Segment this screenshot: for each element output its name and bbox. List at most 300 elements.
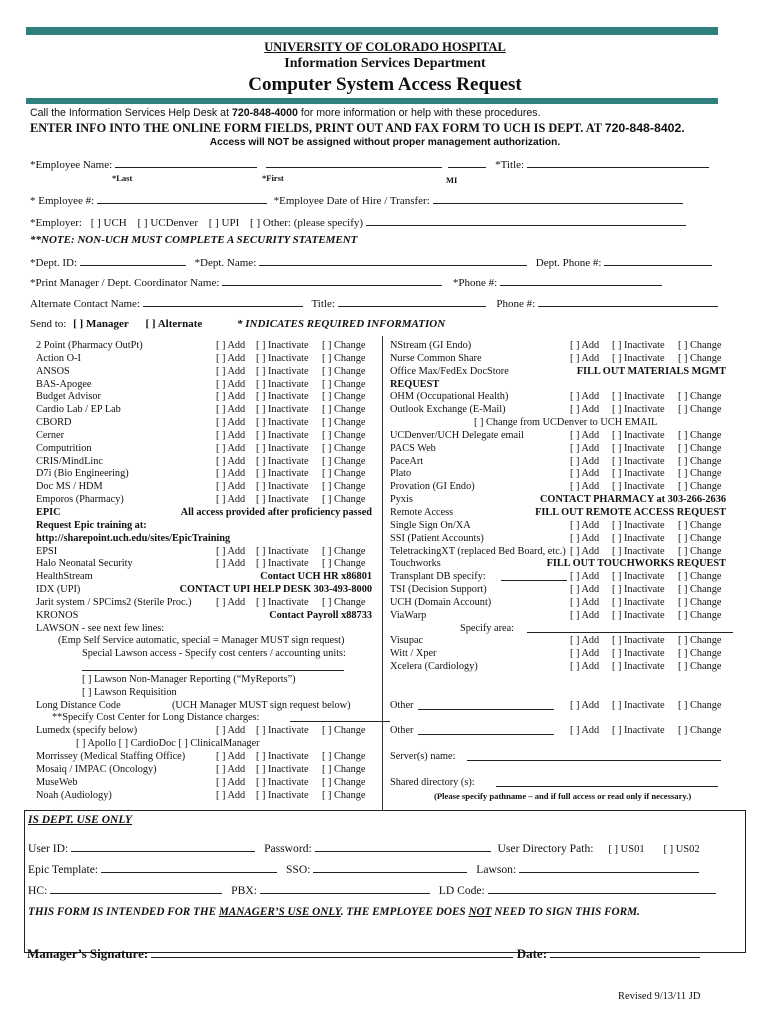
system-name: Single Sign On/XA — [390, 519, 471, 531]
system-note: CONTACT PHARMACY at 303-266-2636 — [540, 494, 726, 506]
system-row — [390, 404, 726, 417]
system-name: Emporos (Pharmacy) — [36, 494, 124, 506]
system-row — [36, 623, 372, 636]
system-name: Long Distance Code — [36, 699, 121, 711]
manager-use-footer — [28, 906, 640, 918]
fax-number: 720-848-8402. — [604, 121, 685, 135]
system-name: **Specify Cost Center for Long Distance charges: — [52, 712, 260, 724]
system-name: Other — [390, 725, 414, 737]
system-row — [36, 751, 372, 764]
mi-field[interactable] — [448, 158, 486, 168]
system-row — [390, 764, 726, 777]
add-checkbox[interactable]: [ ] Add — [216, 751, 246, 762]
helpdesk-prefix: Call the Information Services Help Desk at — [30, 107, 232, 119]
sso-field[interactable] — [313, 863, 467, 873]
sso-label: SSO: — [285, 863, 311, 876]
system-name: Morrissey (Medical Staffing Office) — [36, 751, 186, 762]
system-row — [36, 494, 372, 507]
add-checkbox[interactable]: [ ] Add — [216, 340, 246, 351]
inactivate-checkbox[interactable]: [ ] Inactivate — [612, 596, 665, 608]
change-checkbox[interactable]: [ ] Change — [678, 661, 722, 673]
add-checkbox[interactable]: [ ] Add — [570, 725, 600, 737]
system-row — [390, 777, 726, 790]
change-checkbox[interactable]: [ ] Change — [322, 378, 366, 390]
system-row — [390, 443, 726, 456]
inactivate-checkbox[interactable]: [ ] Inactivate — [256, 481, 309, 493]
system-name: SSI (Patient Accounts) — [390, 532, 484, 544]
system-name: Jarit system / SPCims2 (Sterile Proc.) — [36, 596, 192, 608]
user-id-label: User ID: — [28, 842, 69, 855]
add-checkbox[interactable]: [ ] Add — [570, 442, 600, 454]
inactivate-checkbox[interactable]: [ ] Inactivate — [612, 481, 665, 493]
change-checkbox[interactable]: [ ] Change — [678, 725, 722, 737]
system-name: Halo Neonatal Security — [36, 558, 133, 570]
signature-row — [27, 946, 700, 962]
system-name: EPSI — [36, 545, 58, 557]
system-name: UCH (Domain Account) — [390, 596, 492, 608]
system-name: Remote Access — [390, 506, 454, 518]
add-checkbox[interactable]: [ ] Add — [570, 468, 600, 480]
system-name: TeletrackingXT (replaced Bed Board, etc.) — [390, 545, 566, 557]
add-checkbox[interactable]: [ ] Add — [216, 558, 246, 570]
password-field[interactable] — [315, 842, 491, 852]
employee-number-field[interactable] — [97, 194, 267, 204]
employer-uch[interactable]: [ ] UCH — [90, 217, 127, 229]
last-name-field[interactable] — [115, 158, 257, 168]
ld-code-field[interactable] — [488, 884, 716, 894]
change-checkbox[interactable]: [ ] Change — [322, 763, 366, 775]
system-row — [36, 558, 372, 571]
add-checkbox[interactable]: [ ] Add — [216, 455, 246, 467]
specify-field[interactable] — [418, 700, 554, 710]
change-checkbox[interactable]: [ ] Change — [678, 468, 722, 480]
title-field[interactable] — [527, 158, 709, 168]
system-name: Office Max/FedEx DocStore — [390, 365, 509, 377]
system-row — [36, 366, 372, 379]
change-checkbox[interactable]: [ ] Change — [678, 532, 722, 544]
epic-template-label: Epic Template: — [28, 863, 99, 876]
manager-label: *Print Manager / Dept. Coordinator Name: — [30, 277, 220, 289]
inactivate-checkbox[interactable]: [ ] Inactivate — [612, 468, 665, 480]
inactivate-checkbox[interactable]: [ ] Inactivate — [612, 609, 665, 621]
inactivate-checkbox[interactable]: [ ] Inactivate — [256, 455, 309, 467]
employer-other-field[interactable] — [366, 216, 686, 226]
helpdesk-line — [30, 107, 541, 119]
change-checkbox[interactable]: [ ] Change — [678, 442, 722, 454]
add-checkbox[interactable]: [ ] Add — [216, 365, 246, 377]
system-row — [36, 391, 372, 404]
employer-ucdenver[interactable]: [ ] UCDenver — [137, 217, 198, 229]
system-row — [36, 443, 372, 456]
alt-contact-label: Alternate Contact Name: — [30, 298, 140, 310]
system-row — [36, 340, 372, 353]
system-row — [36, 777, 372, 790]
employer-other[interactable]: [ ] Other: (please specify) — [250, 217, 364, 229]
system-row — [390, 674, 726, 687]
inactivate-checkbox[interactable]: [ ] Inactivate — [256, 417, 309, 429]
system-name: Nurse Common Share — [390, 352, 482, 364]
inactivate-checkbox[interactable]: [ ] Inactivate — [256, 352, 309, 364]
column-divider — [382, 336, 383, 810]
system-row — [390, 468, 726, 481]
system-row — [390, 456, 726, 469]
change-checkbox[interactable]: [ ] Change — [322, 725, 366, 737]
inactivate-checkbox[interactable]: [ ] Inactivate — [256, 378, 309, 390]
enter-info-text: ENTER INFO INTO THE ONLINE FORM FIELDS, PRINT OUT AND FAX FORM TO UCH IS DEPT. AT — [30, 121, 605, 135]
system-name: BAS-Apogee — [36, 378, 92, 390]
system-row — [390, 751, 726, 764]
system-row — [390, 635, 726, 648]
system-name: [ ] Lawson Requisition — [82, 686, 177, 698]
system-note: FILL OUT REMOTE ACCESS REQUEST — [535, 506, 726, 518]
system-row — [390, 584, 726, 597]
alt-phone-label: Phone #: — [496, 298, 536, 310]
system-name: CBORD — [36, 417, 72, 429]
page-title: Computer System Access Request — [248, 74, 522, 95]
change-checkbox[interactable]: [ ] Change — [322, 352, 366, 364]
change-checkbox[interactable]: [ ] Change — [678, 545, 722, 557]
change-checkbox[interactable]: [ ] Change — [678, 584, 722, 596]
system-row — [36, 790, 372, 803]
add-checkbox[interactable]: [ ] Add — [570, 648, 600, 660]
change-checkbox[interactable]: [ ] Change — [678, 648, 722, 660]
dept-name-label: *Dept. Name: — [194, 257, 257, 269]
inactivate-checkbox[interactable]: [ ] Inactivate — [612, 455, 665, 467]
phone-field[interactable] — [500, 276, 662, 286]
add-checkbox[interactable]: [ ] Add — [570, 352, 600, 364]
add-checkbox[interactable]: [ ] Add — [570, 391, 600, 403]
inactivate-checkbox[interactable]: [ ] Inactivate — [612, 571, 665, 583]
inactivate-checkbox[interactable]: [ ] Inactivate — [256, 340, 309, 351]
system-name: Cerner — [36, 429, 65, 441]
inactivate-checkbox[interactable]: [ ] Inactivate — [612, 635, 665, 647]
system-row — [36, 610, 372, 623]
is-dept-heading: IS DEPT. USE ONLY — [28, 814, 132, 826]
specify-field[interactable] — [467, 751, 721, 761]
change-checkbox[interactable]: [ ] Change — [322, 455, 366, 467]
system-name: http://sharepoint.uch.edu/sites/EpicTraining — [36, 532, 231, 544]
system-row — [390, 725, 726, 738]
lawson-field[interactable] — [519, 863, 699, 873]
inactivate-checkbox[interactable]: [ ] Inactivate — [612, 699, 665, 711]
change-checkbox[interactable]: [ ] Change — [678, 596, 722, 608]
system-name: Request Epic training at: — [36, 519, 147, 531]
security-note: **NOTE: NON-UCH MUST COMPLETE A SECURITY STATEMENT — [30, 234, 358, 246]
footer-mid: . THE EMPLOYEE DOES — [340, 906, 469, 918]
system-row — [36, 700, 372, 713]
inactivate-checkbox[interactable]: [ ] Inactivate — [256, 391, 309, 403]
system-row — [36, 764, 372, 777]
alt-contact-field[interactable] — [143, 297, 303, 307]
change-checkbox[interactable]: [ ] Change — [322, 596, 366, 608]
system-name: ViaWarp — [390, 609, 427, 621]
dept-id-field[interactable] — [80, 256, 186, 266]
system-row — [36, 353, 372, 366]
system-row — [390, 623, 726, 636]
helpdesk-suffix: for more information or help with these procedures. — [297, 107, 541, 119]
add-checkbox[interactable]: [ ] Add — [570, 635, 600, 647]
inactivate-checkbox[interactable]: [ ] Inactivate — [612, 584, 665, 596]
add-checkbox[interactable]: [ ] Add — [216, 763, 246, 775]
change-checkbox[interactable]: [ ] Change — [678, 391, 722, 403]
add-checkbox[interactable]: [ ] Add — [216, 404, 246, 416]
system-name: Pyxis — [390, 494, 413, 506]
system-name: Witt / Xper — [390, 648, 437, 660]
phone-label: *Phone #: — [452, 277, 498, 289]
change-checkbox[interactable]: [ ] Change — [322, 442, 366, 454]
dept-phone-label: Dept. Phone #: — [535, 257, 602, 269]
inactivate-checkbox[interactable]: [ ] Inactivate — [612, 404, 665, 416]
system-name: Transplant DB specify: — [390, 571, 486, 583]
system-name: Touchworks — [390, 558, 441, 570]
system-note: Contact Payroll x88733 — [269, 609, 372, 621]
inactivate-checkbox[interactable]: [ ] Inactivate — [612, 352, 665, 364]
employer-upi[interactable]: [ ] UPI — [208, 217, 240, 229]
system-name: Visupac — [390, 635, 424, 647]
change-checkbox[interactable]: [ ] Change — [322, 468, 366, 480]
change-checkbox[interactable]: [ ] Change — [322, 404, 366, 416]
add-checkbox[interactable]: [ ] Add — [216, 391, 246, 403]
system-name: CRIS/MindLinc — [36, 455, 103, 467]
change-checkbox[interactable]: [ ] Change — [678, 481, 722, 493]
system-name: PACS Web — [390, 442, 436, 454]
send-to-alternate[interactable]: [ ] Alternate — [145, 318, 203, 330]
system-name: Xcelera (Cardiology) — [390, 661, 478, 673]
system-row — [390, 648, 726, 661]
inactivate-checkbox[interactable]: [ ] Inactivate — [256, 776, 309, 788]
manager-field[interactable] — [222, 276, 442, 286]
specify-field[interactable] — [82, 661, 344, 671]
dept-row — [30, 256, 712, 269]
inactivate-checkbox[interactable]: [ ] Inactivate — [256, 404, 309, 416]
system-row — [36, 481, 372, 494]
change-checkbox[interactable]: [ ] Change — [322, 481, 366, 493]
add-checkbox[interactable]: [ ] Add — [570, 404, 600, 416]
system-row — [36, 379, 372, 392]
change-checkbox[interactable]: [ ] Change — [322, 751, 366, 762]
add-checkbox[interactable]: [ ] Add — [216, 725, 246, 737]
inactivate-checkbox[interactable]: [ ] Inactivate — [256, 763, 309, 775]
change-checkbox[interactable]: [ ] Change — [322, 789, 366, 801]
system-row — [36, 674, 372, 687]
is-row-1 — [28, 842, 700, 855]
change-checkbox[interactable]: [ ] Change — [322, 429, 366, 441]
inactivate-checkbox[interactable]: [ ] Inactivate — [256, 545, 309, 557]
system-name: KRONOS — [36, 609, 79, 621]
specify-field[interactable] — [496, 777, 718, 787]
system-row — [36, 546, 372, 559]
add-checkbox[interactable]: [ ] Add — [570, 596, 600, 608]
system-row — [36, 712, 372, 725]
system-name: Special Lawson access - Specify cost centers / accounting units: — [82, 648, 346, 660]
system-row — [36, 430, 372, 443]
change-checkbox[interactable]: [ ] Change — [322, 391, 366, 403]
system-row — [390, 481, 726, 494]
add-checkbox[interactable]: [ ] Add — [216, 494, 246, 506]
inactivate-checkbox[interactable]: [ ] Inactivate — [612, 725, 665, 737]
hc-field[interactable] — [50, 884, 222, 894]
system-note: CONTACT UPI HELP DESK 303-493-8000 — [179, 584, 372, 596]
specify-field[interactable] — [527, 623, 733, 633]
inactivate-checkbox[interactable]: [ ] Inactivate — [256, 789, 309, 801]
change-checkbox[interactable]: [ ] Change — [678, 699, 722, 711]
system-row — [36, 725, 372, 738]
system-row — [36, 648, 372, 661]
pbx-label: PBX: — [231, 884, 257, 897]
change-checkbox[interactable]: [ ] Change — [678, 519, 722, 531]
epic-template-field[interactable] — [101, 863, 277, 873]
inactivate-checkbox[interactable]: [ ] Inactivate — [612, 661, 665, 673]
inactivate-checkbox[interactable]: [ ] Inactivate — [256, 429, 309, 441]
us02-checkbox[interactable]: [ ] US02 — [663, 844, 700, 855]
alt-title-field[interactable] — [338, 297, 486, 307]
hire-date-field[interactable] — [433, 194, 683, 204]
inactivate-checkbox[interactable]: [ ] Inactivate — [256, 596, 309, 608]
change-checkbox[interactable]: [ ] Change — [678, 340, 722, 351]
system-row — [36, 468, 372, 481]
system-note: FILL OUT MATERIALS MGMT — [576, 365, 726, 377]
inactivate-checkbox[interactable]: [ ] Inactivate — [612, 391, 665, 403]
add-checkbox[interactable]: [ ] Add — [216, 429, 246, 441]
change-checkbox[interactable]: [ ] Change — [678, 571, 722, 583]
dept-name-field[interactable] — [259, 256, 527, 266]
add-checkbox[interactable]: [ ] Add — [570, 545, 600, 557]
add-checkbox[interactable]: [ ] Add — [216, 442, 246, 454]
system-name: ANSOS — [36, 365, 70, 377]
date-field[interactable] — [550, 946, 700, 958]
inactivate-checkbox[interactable]: [ ] Inactivate — [256, 468, 309, 480]
alt-phone-field[interactable] — [538, 297, 718, 307]
system-row — [390, 546, 726, 559]
change-checkbox[interactable]: [ ] Change — [322, 776, 366, 788]
system-name: Mosaiq / IMPAC (Oncology) — [36, 763, 157, 775]
system-name: Lumedx (specify below) — [36, 725, 138, 737]
inactivate-checkbox[interactable]: [ ] Inactivate — [612, 532, 665, 544]
add-checkbox[interactable]: [ ] Add — [216, 596, 246, 608]
inactivate-checkbox[interactable]: [ ] Inactivate — [256, 751, 309, 762]
system-row — [390, 558, 726, 571]
password-label: Password: — [264, 842, 312, 855]
us01-checkbox[interactable]: [ ] US01 — [608, 844, 645, 855]
system-name: EPIC — [36, 506, 61, 518]
change-checkbox[interactable]: [ ] Change — [678, 404, 722, 416]
inactivate-checkbox[interactable]: [ ] Inactivate — [256, 365, 309, 377]
inactivate-checkbox[interactable]: [ ] Inactivate — [256, 442, 309, 454]
inactivate-checkbox[interactable]: [ ] Inactivate — [256, 558, 309, 570]
system-row — [36, 597, 372, 610]
add-checkbox[interactable]: [ ] Add — [570, 699, 600, 711]
add-checkbox[interactable]: [ ] Add — [216, 352, 246, 364]
revision-note: Revised 9/13/11 JD — [618, 991, 701, 1002]
specify-field[interactable] — [418, 725, 554, 735]
add-checkbox[interactable]: [ ] Add — [216, 378, 246, 390]
change-checkbox[interactable]: [ ] Change — [678, 429, 722, 441]
is-row-3 — [28, 884, 716, 897]
inactivate-checkbox[interactable]: [ ] Inactivate — [612, 340, 665, 351]
add-checkbox[interactable]: [ ] Add — [216, 468, 246, 480]
system-row — [390, 700, 726, 713]
add-checkbox[interactable]: [ ] Add — [570, 532, 600, 544]
inactivate-checkbox[interactable]: [ ] Inactivate — [612, 429, 665, 441]
inactivate-checkbox[interactable]: [ ] Inactivate — [612, 648, 665, 660]
send-to-label: Send to: — [30, 318, 67, 330]
send-to-manager[interactable]: [ ] Manager — [73, 318, 129, 330]
add-checkbox[interactable]: [ ] Add — [216, 417, 246, 429]
change-checkbox[interactable]: [ ] Change — [322, 340, 366, 351]
add-checkbox[interactable]: [ ] Add — [570, 661, 600, 673]
system-name: IDX (UPI) — [36, 584, 81, 596]
system-name: Computrition — [36, 442, 92, 454]
add-checkbox[interactable]: [ ] Add — [570, 429, 600, 441]
authorization-warning: Access will NOT be assigned without proper management authorization. — [209, 137, 561, 148]
employee-name-label: *Employee Name: — [30, 159, 113, 171]
system-row — [36, 520, 372, 533]
add-checkbox[interactable]: [ ] Add — [570, 481, 600, 493]
inactivate-checkbox[interactable]: [ ] Inactivate — [256, 494, 309, 506]
system-row — [36, 687, 372, 700]
employee-number-row — [30, 194, 683, 207]
send-to-row — [30, 318, 445, 330]
add-checkbox[interactable]: [ ] Add — [570, 519, 600, 531]
system-name: [ ] Apollo [ ] CardioDoc [ ] ClinicalManager — [76, 738, 260, 750]
system-row — [390, 507, 726, 520]
first-name-field[interactable] — [266, 158, 442, 168]
is-dept-box — [24, 810, 746, 953]
manager-signature-field[interactable] — [151, 946, 513, 958]
systems-right-column — [390, 340, 726, 802]
change-checkbox[interactable]: [ ] Change — [322, 417, 366, 429]
system-name: UCDenver/UCH Delegate email — [390, 429, 524, 441]
specify-field[interactable] — [290, 712, 390, 722]
add-checkbox[interactable]: [ ] Add — [570, 340, 600, 351]
change-checkbox[interactable]: [ ] Change — [322, 365, 366, 377]
change-checkbox[interactable]: [ ] Change — [678, 635, 722, 647]
change-checkbox[interactable]: [ ] Change — [322, 545, 366, 557]
system-row — [36, 456, 372, 469]
add-checkbox[interactable]: [ ] Add — [570, 584, 600, 596]
inactivate-checkbox[interactable]: [ ] Inactivate — [612, 442, 665, 454]
add-checkbox[interactable]: [ ] Add — [570, 571, 600, 583]
specify-field[interactable] — [501, 571, 567, 581]
change-checkbox[interactable]: [ ] Change — [678, 352, 722, 364]
change-checkbox[interactable]: [ ] Change — [322, 558, 366, 570]
system-row — [390, 494, 726, 507]
system-name: Specify area: — [460, 622, 515, 634]
system-name: Action O-I — [36, 352, 81, 364]
date-label: Date: — [516, 946, 548, 961]
pbx-field[interactable] — [260, 884, 430, 894]
change-checkbox[interactable]: [ ] Change — [678, 455, 722, 467]
change-checkbox[interactable]: [ ] Change — [322, 494, 366, 506]
top-rule — [26, 27, 718, 35]
dept-phone-field[interactable] — [604, 256, 712, 266]
add-checkbox[interactable]: [ ] Add — [570, 609, 600, 621]
inactivate-checkbox[interactable]: [ ] Inactivate — [612, 519, 665, 531]
system-row — [36, 635, 372, 648]
change-checkbox[interactable]: [ ] Change — [678, 609, 722, 621]
add-checkbox[interactable]: [ ] Add — [216, 776, 246, 788]
user-id-field[interactable] — [71, 842, 255, 852]
system-name: [ ] Change from UCDenver to UCH EMAIL — [474, 417, 658, 429]
add-checkbox[interactable]: [ ] Add — [216, 545, 246, 557]
add-checkbox[interactable]: [ ] Add — [216, 789, 246, 801]
inactivate-checkbox[interactable]: [ ] Inactivate — [612, 545, 665, 557]
add-checkbox[interactable]: [ ] Add — [570, 455, 600, 467]
employer-row — [30, 216, 686, 229]
inactivate-checkbox[interactable]: [ ] Inactivate — [256, 725, 309, 737]
add-checkbox[interactable]: [ ] Add — [216, 481, 246, 493]
alternate-contact-row — [30, 297, 718, 310]
